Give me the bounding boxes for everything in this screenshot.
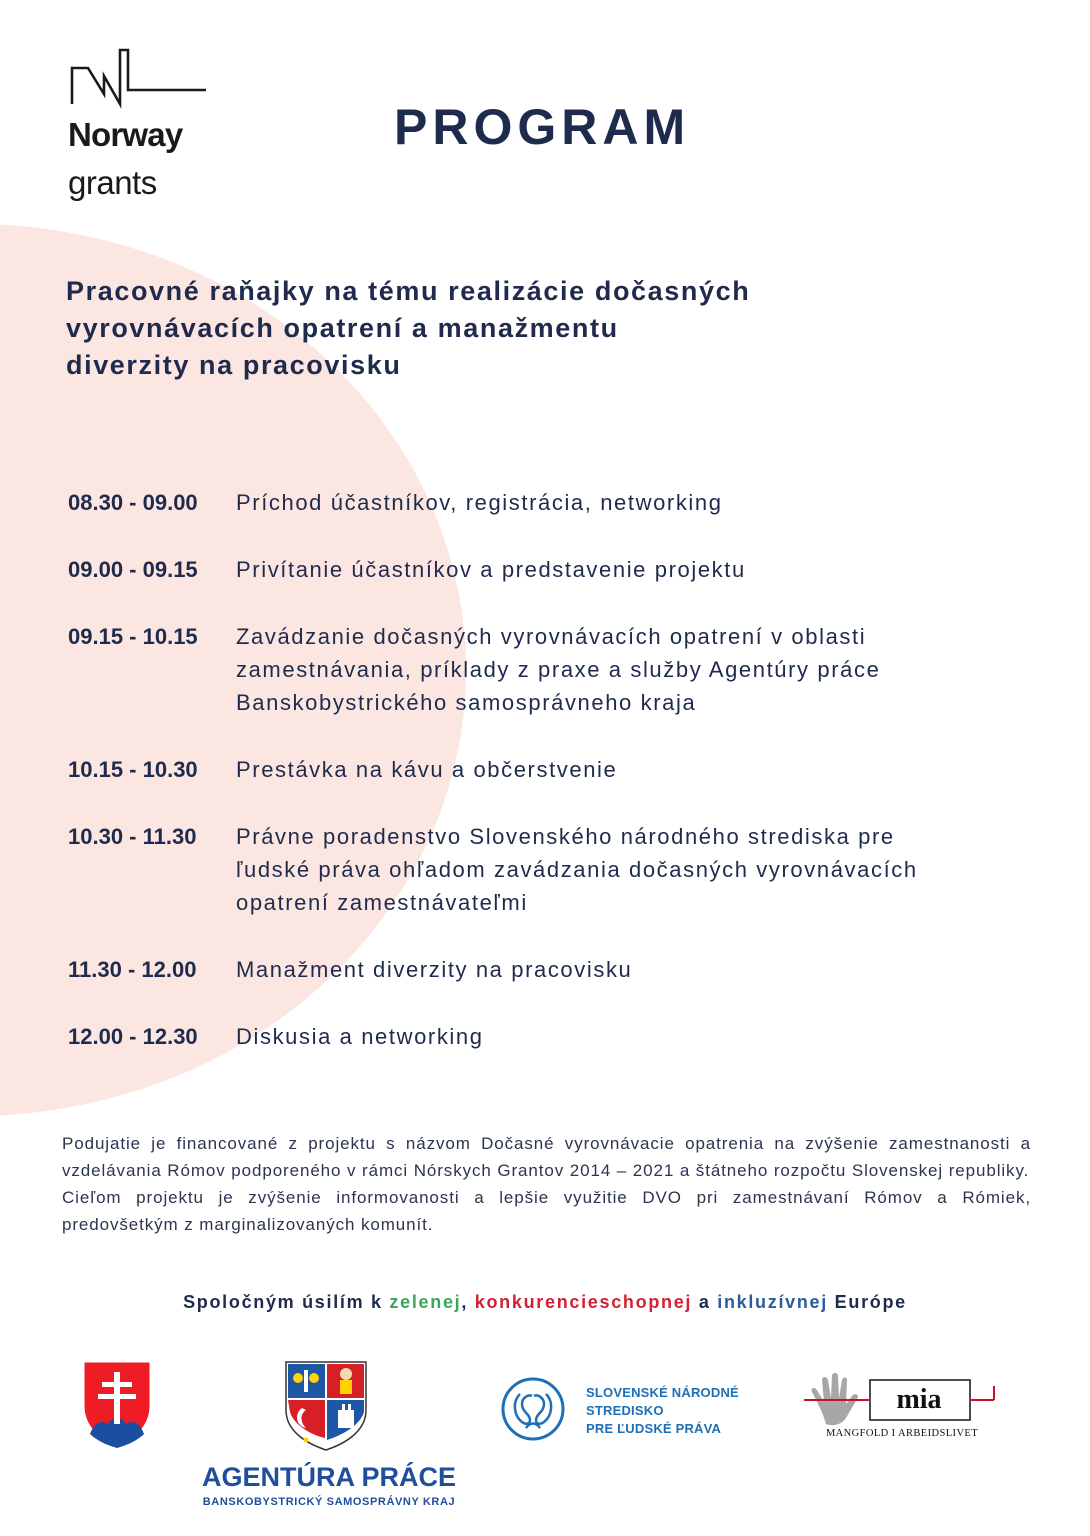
- mia-logo: [804, 1370, 1000, 1446]
- subtitle-line: Pracovné raňajky na tému realizácie dočasných: [66, 276, 751, 306]
- schedule-time: 09.00 - 09.15: [68, 557, 198, 582]
- schedule-time: 12.00 - 12.30: [68, 1024, 198, 1049]
- schedule-item: [68, 820, 1058, 919]
- agentura-prace-subtitle: BANSKOBYSTRICKÝ SAMOSPRÁVNY KRAJ: [202, 1496, 456, 1508]
- snsl-name-line: PRE ĽUDSKÉ PRÁVA: [586, 1421, 722, 1436]
- schedule-item: [68, 753, 1058, 786]
- schedule-list: [68, 486, 1058, 1053]
- schedule-time: 09.15 - 10.15: [68, 624, 198, 649]
- schedule-item: [68, 1020, 1058, 1053]
- schedule-description: Diskusia a networking: [236, 1024, 484, 1049]
- snsl-name-line: STREDISKO: [586, 1403, 664, 1418]
- snsl-name-line: SLOVENSKÉ NÁRODNÉ: [586, 1385, 739, 1400]
- norway-word: Norway: [68, 116, 183, 153]
- funding-paragraph: Podujatie je financované z projektu s názvom Dočasné vyrovnávacie opatrenia na zvýšenie zamestnanosti a vzdelávania Rómov podporeného v rámci Nórskych Grantov 2014 – 2021 a štátneho rozpočtu Slovenskej republiky.: [62, 1134, 1031, 1180]
- schedule-time: 10.15 - 10.30: [68, 757, 198, 782]
- funding-note: [62, 1130, 1031, 1238]
- norway-grants-logo: [68, 46, 218, 206]
- slogan-blue: inkluzívnej: [717, 1292, 828, 1312]
- slogan-text: Spoločným úsilím k: [183, 1292, 390, 1312]
- bbsk-coat-of-arms-icon: [284, 1360, 368, 1452]
- slogan-text: Európe: [827, 1292, 907, 1312]
- subtitle-line: diverzity na pracovisku: [66, 350, 402, 380]
- schedule-description: Príchod účastníkov, registrácia, networking: [236, 490, 723, 515]
- slogan-red: konkurencieschopnej: [474, 1292, 693, 1312]
- slogan-text: a: [692, 1292, 718, 1312]
- schedule-description: Zavádzanie dočasných vyrovnávacích opatrení v oblasti zamestnávania, príklady z praxe a služby Agentúry práce Banskobystrického samosprávneho kraja: [236, 624, 881, 715]
- schedule-description: Právne poradenstvo Slovenského národného strediska pre ľudské práva ohľadom zavádzania dočasných vyrovnávacích opatrení zamestnávateľmi: [236, 824, 918, 915]
- snsl-name: [586, 1384, 786, 1438]
- schedule-description: Manažment diverzity na pracovisku: [236, 957, 633, 982]
- schedule-item: [68, 953, 1058, 986]
- event-subtitle: [66, 273, 946, 384]
- slovak-coat-of-arms-icon: [82, 1360, 152, 1450]
- slogan: [0, 1292, 1090, 1313]
- schedule-description: Prestávka na kávu a občerstvenie: [236, 757, 618, 782]
- page-title: PROGRAM: [394, 99, 691, 155]
- project-goal-paragraph: Cieľom projektu je zvýšenie informovanosti a lepšie využitie DVO pri zamestnávaní Rómov a Rómiek, predovšetkým z marginalizovaných komunít.: [62, 1188, 1031, 1234]
- mia-subtitle: MANGFOLD I ARBEIDSLIVET: [825, 1428, 979, 1439]
- grants-word: grants: [68, 164, 157, 201]
- schedule-time: 11.30 - 12.00: [68, 957, 197, 982]
- schedule-item: [68, 553, 1058, 586]
- subtitle-line: vyrovnávacích opatrení a manažmentu: [66, 313, 619, 343]
- schedule-description: Privítanie účastníkov a predstavenie projektu: [236, 557, 746, 582]
- norway-grants-mark-icon: [68, 46, 208, 110]
- slogan-green: zelenej: [389, 1292, 462, 1312]
- schedule-time: 08.30 - 09.00: [68, 490, 198, 515]
- agentura-prace-name: AGENTÚRA PRÁCE: [201, 1462, 456, 1492]
- slogan-separator: ,: [461, 1292, 475, 1312]
- snsl-logo-icon: [500, 1376, 566, 1442]
- schedule-item: [68, 486, 1058, 519]
- schedule-item: [68, 620, 1058, 719]
- schedule-time: 10.30 - 11.30: [68, 824, 197, 849]
- mia-wordmark: mia: [896, 1384, 942, 1415]
